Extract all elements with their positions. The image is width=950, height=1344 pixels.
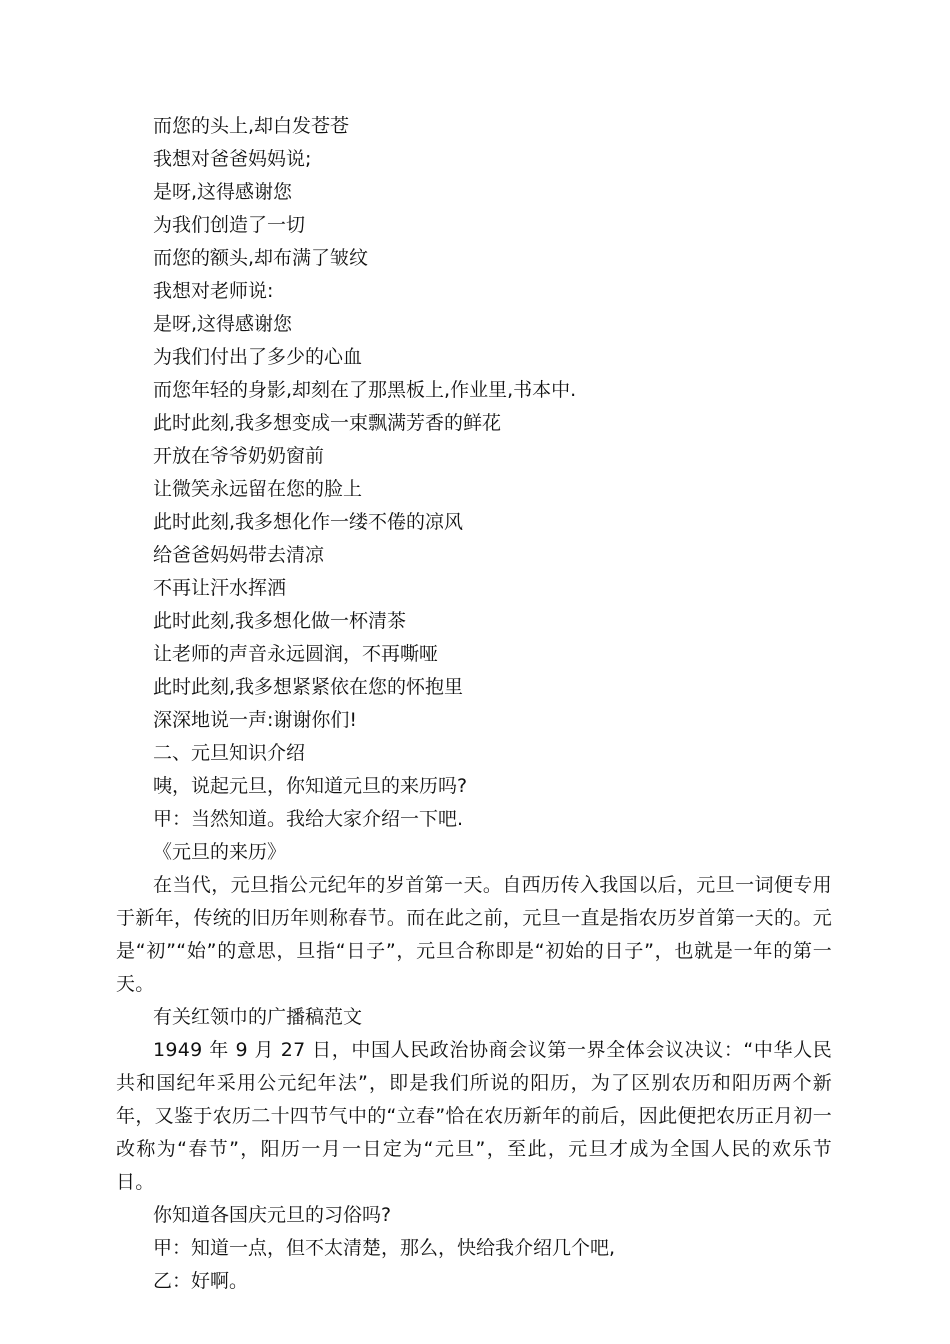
paragraph-history: 1949 年 9 月 27 日，中国人民政治协商会议第一界全体会议决议：“中华人民共和国纪年采用公元纪年法”，即是我们所说的阳历，为了区别农历和阳历两个新年，又鉴于农历二十四节气中的“立春”恰在农历新年的前后，因此便把农历正月初一改称为“春节”，阳历一月一日定为“元旦”，至此，元旦才成为全国人民的欢乐节日。 xyxy=(116,1039,832,1193)
text-line: 我想对爸爸妈妈说; xyxy=(153,148,312,170)
text-line: 让老师的声音永远圆润，不再嘶哑 xyxy=(153,643,439,665)
section-heading: 二、元旦知识介绍 xyxy=(153,742,306,764)
text-line: 甲：当然知道。我给大家介绍一下吧. xyxy=(153,808,464,830)
text-line: 此时此刻,我多想化作一缕不倦的凉风 xyxy=(153,511,464,533)
text-line: 甲：知道一点，但不太清楚，那么，快给我介绍几个吧, xyxy=(153,1237,616,1259)
document-body xyxy=(116,110,832,1298)
text-line: 有关红领巾的广播稿范文 xyxy=(153,1006,363,1028)
text-line: 此时此刻,我多想变成一束飘满芳香的鲜花 xyxy=(153,412,502,434)
text-line: 而您的额头,却布满了皱纹 xyxy=(153,247,369,269)
book-title-line: 《元旦的来历》 xyxy=(153,841,287,863)
text-line: 而您年轻的身影,却刻在了那黑板上,作业里,书本中. xyxy=(153,379,577,401)
text-line: 你知道各国庆元旦的习俗吗? xyxy=(153,1204,392,1226)
text-line: 是呀,这得感谢您 xyxy=(153,181,293,203)
text-line: 为我们创造了一切 xyxy=(153,214,306,236)
text-line: 此时此刻,我多想化做一杯清茶 xyxy=(153,610,407,632)
text-line: 深深地说一声:谢谢你们! xyxy=(153,709,358,731)
paragraph-origin: 在当代，元旦指公元纪年的岁首第一天。自西历传入我国以后，元旦一词便专用于新年，传统的旧历年则称春节。而在此之前，元旦一直是指农历岁首第一天的。元是“初”“始”的意思，旦指“日子”，元旦合称即是“初始的日子”，也就是一年的第一天。 xyxy=(116,874,832,995)
text-line: 开放在爷爷奶奶窗前 xyxy=(153,445,325,467)
text-line: 乙：好啊。 xyxy=(153,1270,249,1292)
text-line: 我想对老师说: xyxy=(153,280,274,302)
text-line: 给爸爸妈妈带去清凉 xyxy=(153,544,325,566)
text-line: 此时此刻,我多想紧紧依在您的怀抱里 xyxy=(153,676,464,698)
text-line: 咦，说起元旦，你知道元旦的来历吗? xyxy=(153,775,468,797)
text-line: 不再让汗水挥洒 xyxy=(153,577,287,599)
text-line: 而您的头上,却白发苍苍 xyxy=(153,115,350,137)
text-line: 让微笑永远留在您的脸上 xyxy=(153,478,363,500)
text-line: 是呀,这得感谢您 xyxy=(153,313,293,335)
text-line: 为我们付出了多少的心血 xyxy=(153,346,363,368)
